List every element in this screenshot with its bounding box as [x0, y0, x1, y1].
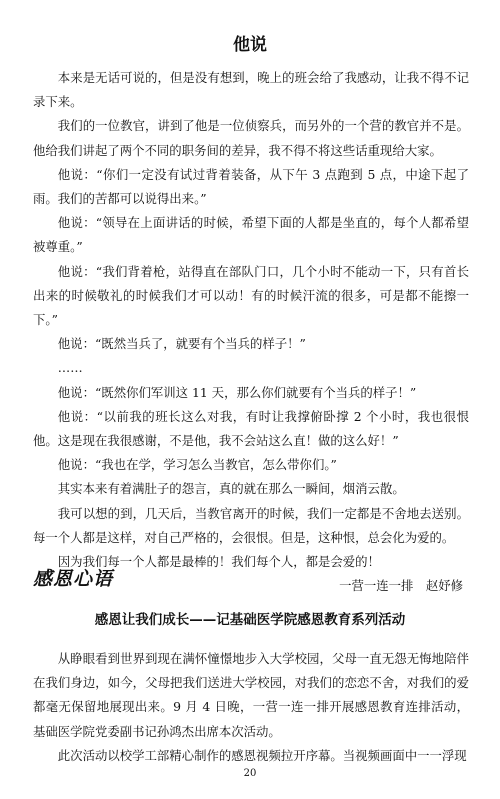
paragraph: 从睁眼看到世界到现在满怀憧憬地步入大学校园，父母一直无怨无悔地陪伴在我们身边，如今，父母把我们送进大学校园，对我们的恋恋不舍，对我们的爱都毫无保留地展现出来。9 月 4 日晚，一营一连一排开展感恩教育连排活动，基础医学院党委副书记孙鸿杰出席本次活动。 [33, 651, 469, 739]
paragraph: 此次活动以校学工部精心制作的感恩视频拉开序幕。当视频画面中一一浮现 [57, 747, 467, 763]
paragraph: 其实本来有着满肚子的怨言，真的就在那么一瞬间，烟消云散。 [57, 481, 405, 497]
article-body [33, 66, 469, 598]
article-title: 他说 [233, 35, 267, 55]
paragraph: 他说：“我们背着枪，站得直在部队门口，几个小时不能动一下，只有首长出来的时候敬礼的时候我们才可以动！有的时候汗流的很多，可是都不能擦一下。” [33, 263, 469, 328]
paragraph: 他说：“以前我的班长这么对我，有时让我撑俯卧撑 2 个小时，我也很恨他。这是现在我很感谢，不是他，我不会站这么直！做的这么好！” [33, 408, 469, 449]
paragraph: 他说：“我也在学，学习怎么当教官，怎么带你们。” [57, 457, 337, 473]
paragraph: 因为我们每一个人都是最棒的！我们每个人，都是会爱的！ [57, 554, 380, 570]
paragraph: 他说：“领导在上面讲话的时候，希望下面的人都是坐直的，每个人都希望被尊重。” [33, 215, 469, 255]
paragraph: 他说：“既然当兵了，就要有个当兵的样子！” [57, 336, 306, 352]
page-number: 20 [243, 768, 257, 779]
ellipsis-line: …… [57, 360, 83, 376]
section-heading: 感恩心语 [33, 568, 114, 590]
article-body [33, 647, 469, 768]
paragraph: 他说：“你们一定没有试过背着装备，从下午 3 点跑到 5 点，中途下起了雨。我们的苦都可以说得出来。” [33, 166, 469, 207]
paragraph: 本来是无话可说的，但是没有想到，晚上的班会给了我感动，让我不得不记录下来。 [33, 70, 469, 110]
paragraph: 我们的一位教官，讲到了他是一位侦察兵，而另外的一个营的教官并不是。他给我们讲起了两个不同的职务间的差异，我不得不将这些话重现给大家。 [33, 118, 469, 158]
paragraph: 他说：“既然你们军训这 11 天，那么你们就要有个当兵的样子！” [57, 384, 417, 400]
article-title: 感恩让我们成长——记基础医学院感恩教育系列活动 [94, 612, 406, 628]
author-signature: 一营一连一排 赵妤修 [339, 578, 463, 594]
paragraph: 我可以想的到，几天后，当教官离开的时候，我们一定都是不舍地去送别。每一个人都是这样，对自己严格的，会很恨。但是，这种恨，总会化为爱的。 [33, 505, 469, 545]
